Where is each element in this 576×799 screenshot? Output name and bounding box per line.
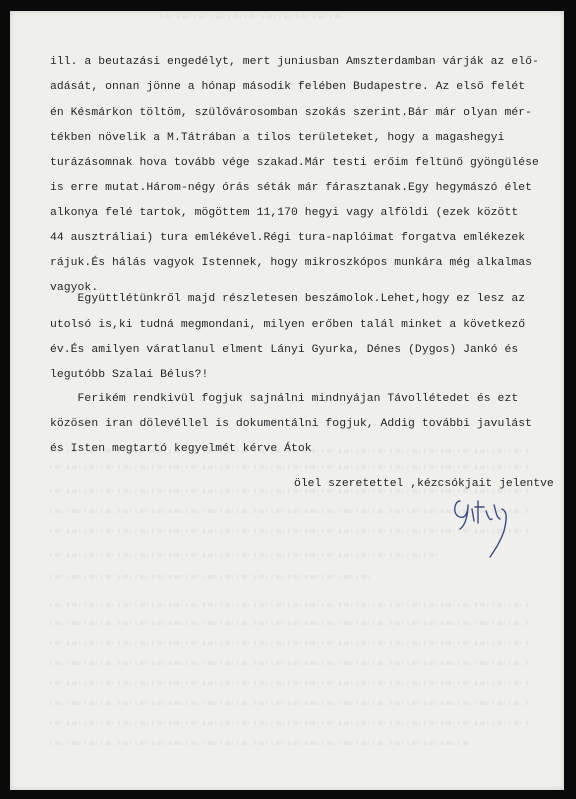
signature-icon [450, 481, 520, 561]
letter-line: is erre mutat.Három-négy órás séták már fárasztanak.Egy hegymászó élet [50, 182, 532, 194]
letter-line: adását, onnan jönne a hónap második felében Budapestre. Az első felét [50, 81, 526, 93]
letter-line: tékben növelik a M.Tátrában a tilos területeket, hogy a magashegyi [50, 132, 505, 144]
letter-line: közösen iran dölevéllel is dokumentálni fogjuk, Addig további javulást [50, 418, 532, 430]
letter-line: legutóbb Szalai Bélus?! [50, 369, 209, 381]
letter-page [10, 11, 564, 790]
closing-line: ölel szeretettel ,kézcsókjait jelentve [294, 478, 554, 490]
letter-line: turázásomnak hova tovább vége szakad.Már testi erőim feltünő gyöngülése [50, 157, 539, 169]
letter-line: 44 ausztráliai) tura emlékével.Régi tura-naplóimat forgatva emlékezek [50, 232, 526, 244]
letter-line: Együttlétünkről majd részletesen beszámolok.Lehet,hogy ez lesz az [50, 293, 526, 305]
letter-line: utolsó is,ki tudná megmondani, milyen erőben talál minket a következő [50, 319, 526, 331]
letter-line: és Isten megtartó kegyelmét kérve Átok [50, 443, 312, 455]
letter-line: én Késmárkon töltöm, szülővárosomban szokás szerint.Bár már olyan mér- [50, 107, 532, 119]
letter-line: ill. a beutazási engedélyt, mert juniusban Amszterdamban várják az elő- [50, 56, 539, 68]
letter-line: év.És amilyen váratlanul elment Lányi Gyurka, Dénes (Dygos) Jankó és [50, 344, 519, 356]
letter-line: Ferikém rendkivül fogjuk sajnálni mindnyájan Távollétedet és ezt [50, 393, 519, 405]
letter-line: alkonya felé tartok, mögöttem 11,170 hegyi vagy alföldi (ezek között [50, 207, 519, 219]
letter-line: vagyok. [50, 282, 99, 294]
letter-line: rájuk.És hálás vagyok Istennek, hogy mikroszkópos munkára még alkalmas [50, 257, 532, 269]
